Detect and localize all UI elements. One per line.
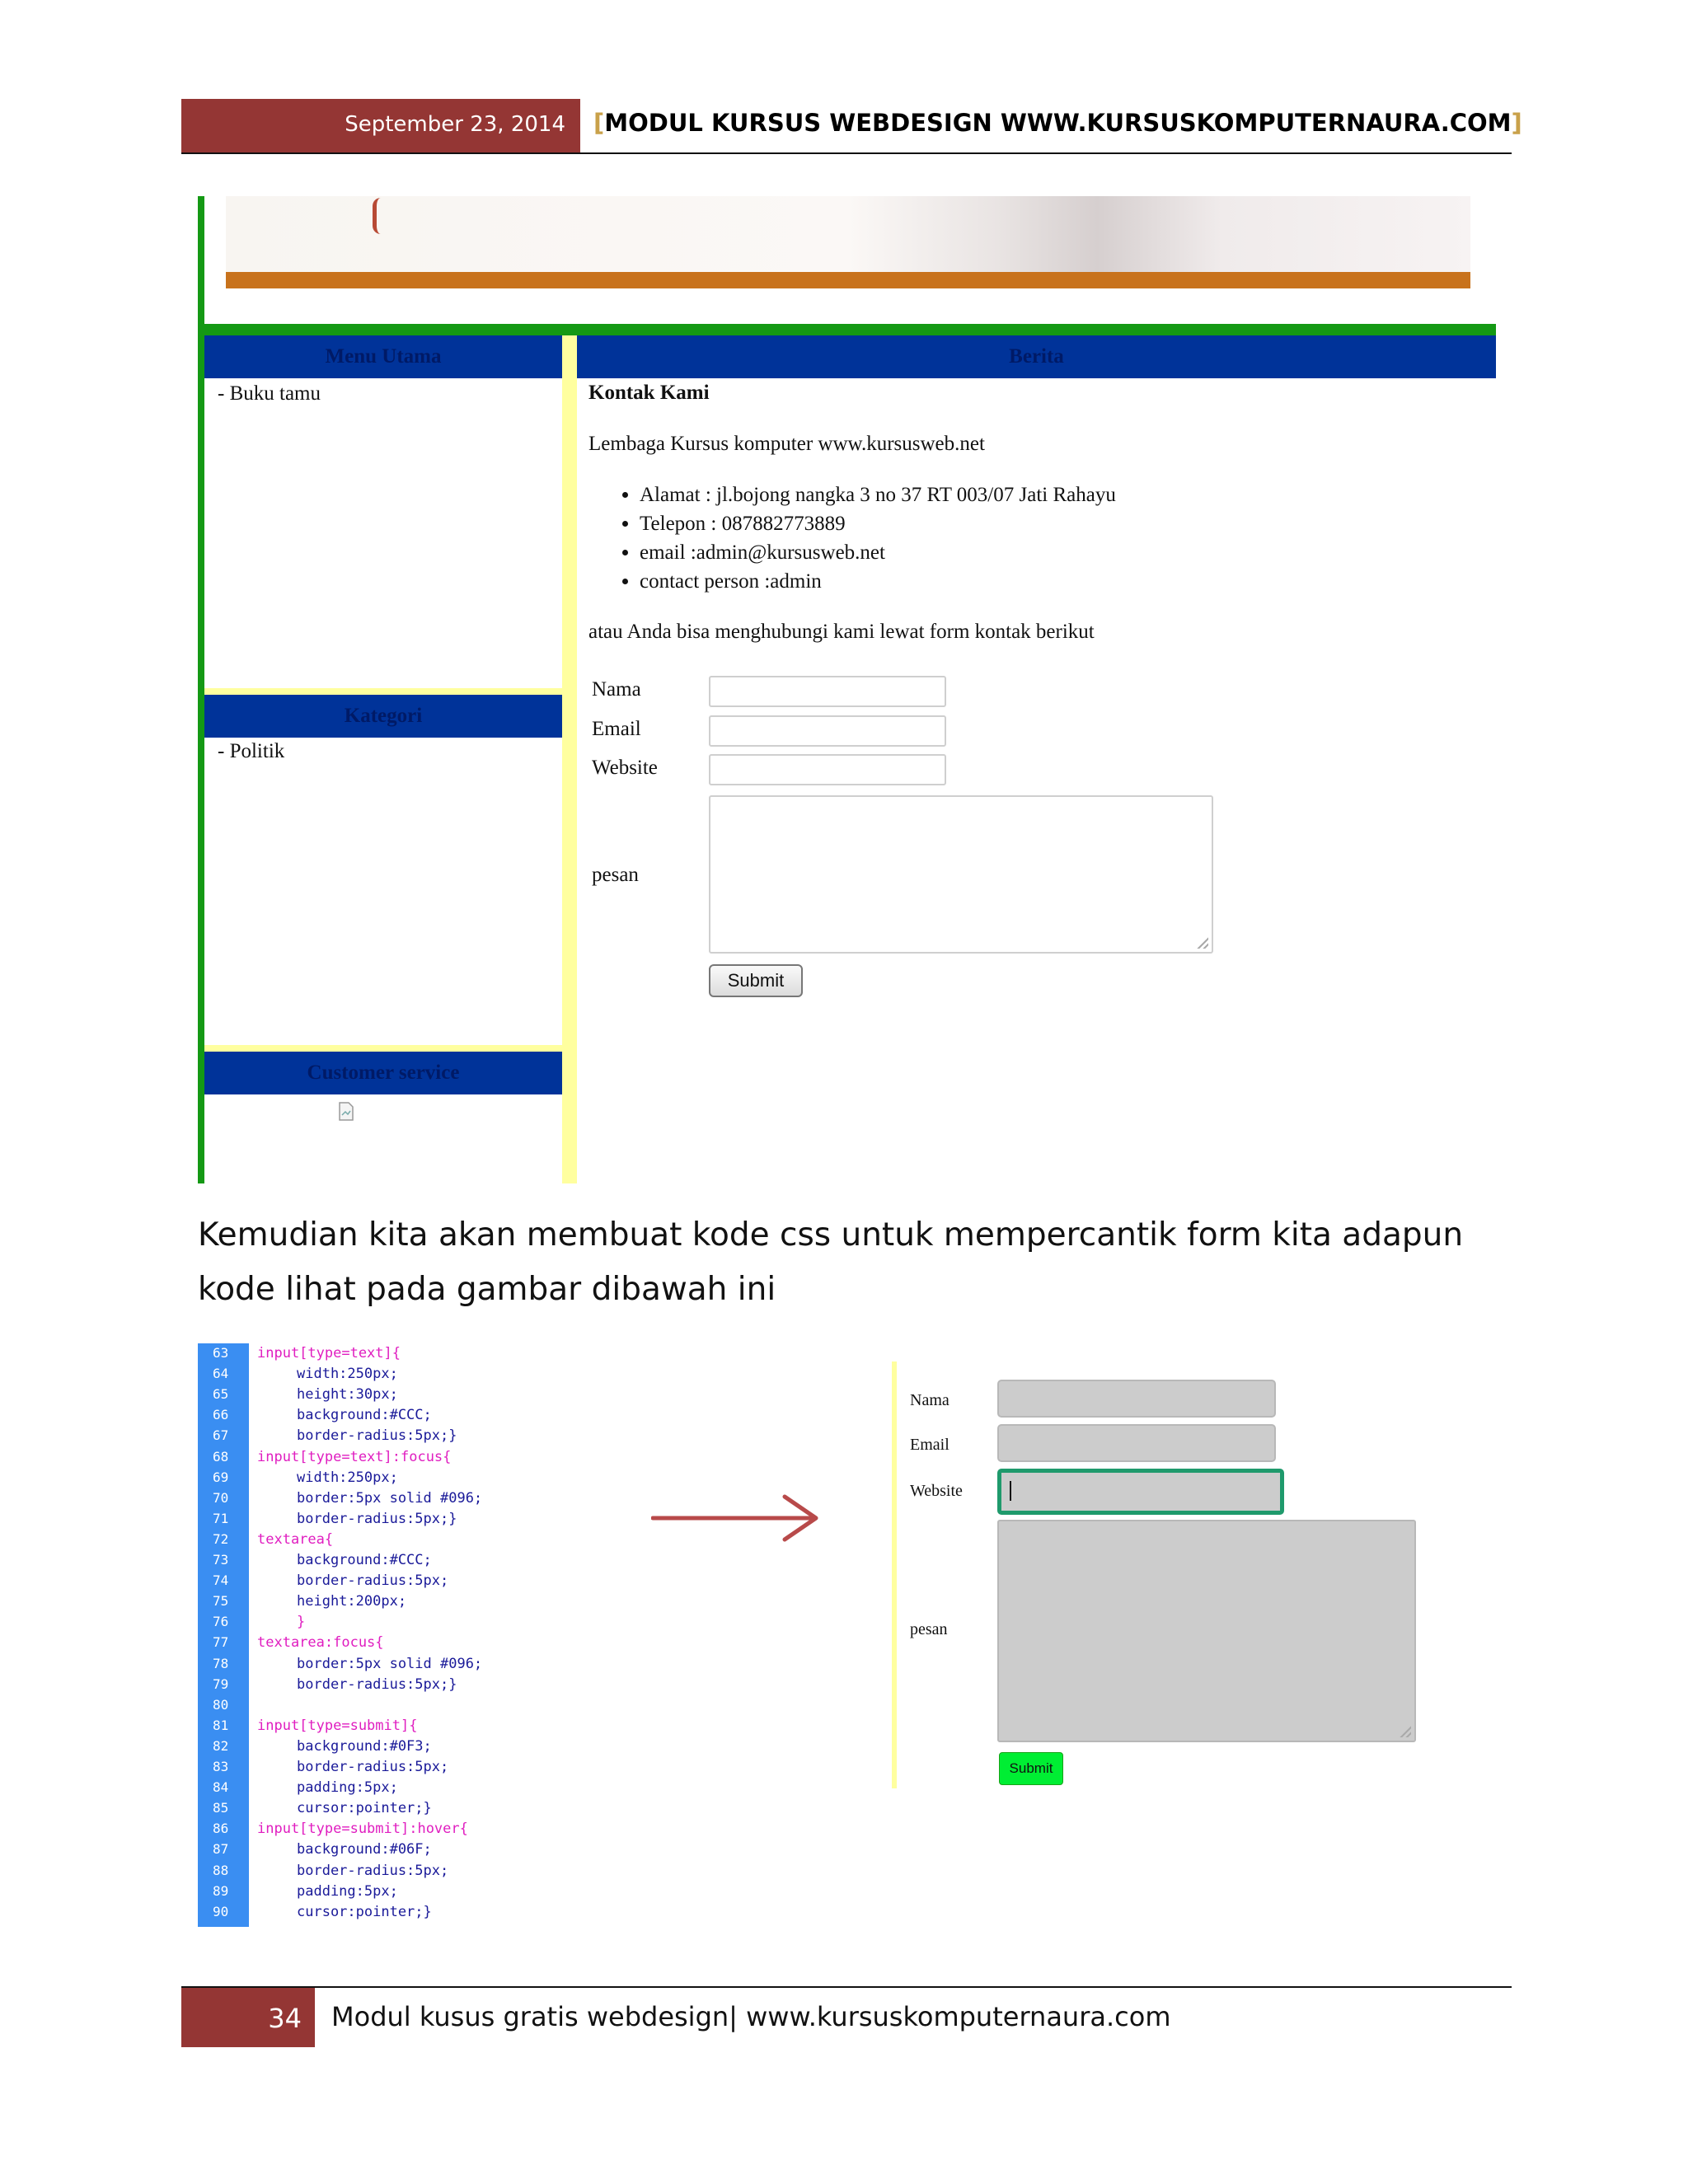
line-number: 81 <box>213 1717 229 1733</box>
banner-orange-bar <box>226 272 1470 288</box>
line-number: 71 <box>213 1510 229 1526</box>
line-number: 83 <box>213 1759 229 1774</box>
line-number: 80 <box>213 1696 229 1713</box>
line-number: 87 <box>213 1841 229 1858</box>
body-paragraph: Kemudian kita akan membuat kode css untuk mempercantik form kita adapun kode lihat pada gambar dibawah ini <box>198 1216 1464 1308</box>
sidebar-separator <box>562 335 577 1183</box>
submit-button[interactable]: Submit <box>709 964 803 997</box>
code-line: border-radius:5px; <box>297 1759 449 1775</box>
line-number: 85 <box>213 1800 229 1816</box>
sidebar-separator <box>892 1361 897 1788</box>
code-line: textarea:focus{ <box>257 1634 384 1652</box>
form-intro-text: atau Anda bisa menghubungi kami lewat form kontak berikut <box>588 621 1095 643</box>
email-input[interactable] <box>709 715 946 747</box>
code-line: border:5px solid #096; <box>297 1655 483 1672</box>
code-line: cursor:pointer;} <box>297 1800 432 1817</box>
line-number: 72 <box>213 1530 229 1547</box>
pesan-textarea[interactable] <box>997 1520 1416 1742</box>
pesan-textarea[interactable] <box>709 795 1213 954</box>
sidebar-divider <box>204 688 562 695</box>
line-number: 67 <box>213 1427 229 1444</box>
code-line: input[type=text]:focus{ <box>257 1448 452 1465</box>
email-label: Email <box>592 718 641 740</box>
list-item: • Telepon : 087882773889 <box>640 509 1116 538</box>
pesan-label: pesan <box>592 864 639 886</box>
line-number: 82 <box>213 1737 229 1754</box>
site-banner <box>226 196 1470 272</box>
line-number: 74 <box>213 1572 229 1589</box>
footer-page-box <box>181 1988 315 2047</box>
header-bracket-open: [ <box>593 109 605 137</box>
website-input[interactable] <box>709 754 946 785</box>
website-screenshot <box>198 196 1496 1185</box>
list-item: • Alamat : jl.bojong nangka 3 no 37 RT 003/07 Jati Rahayu <box>640 480 1116 509</box>
line-number: 66 <box>213 1407 229 1423</box>
code-line: border-radius:5px; <box>297 1572 449 1590</box>
code-line: input[type=submit]{ <box>257 1717 418 1734</box>
nama-input[interactable] <box>709 676 946 707</box>
code-line: padding:5px; <box>297 1779 398 1797</box>
header-rule <box>181 152 1512 154</box>
line-number: 76 <box>213 1614 229 1630</box>
contact-info-list <box>610 480 1116 596</box>
nama-input[interactable] <box>997 1380 1276 1418</box>
line-number: 75 <box>213 1593 229 1610</box>
nama-label: Nama <box>592 678 641 701</box>
code-line: border-radius:5px; <box>297 1862 449 1879</box>
code-line: width:250px; <box>297 1469 398 1486</box>
kontak-kami-title: Kontak Kami <box>588 382 710 404</box>
code-line: background:#CCC; <box>297 1552 432 1568</box>
resize-grip-icon[interactable] <box>1195 935 1208 949</box>
website-input-focused[interactable] <box>997 1469 1284 1515</box>
header-title <box>593 109 1522 137</box>
header-title-text: MODUL KURSUS WEBDESIGN WWW.KURSUSKOMPUTERNAURA.COM <box>604 109 1512 137</box>
sidebar-item-buku-tamu[interactable]: - Buku tamu <box>218 382 321 405</box>
code-line: cursor:pointer;} <box>297 1903 432 1920</box>
page-number: 34 <box>268 2003 302 2034</box>
text-caret <box>1010 1481 1011 1501</box>
line-number: 63 <box>213 1345 229 1361</box>
list-item: • contact person :admin <box>640 567 1116 596</box>
line-number: 65 <box>213 1386 229 1403</box>
website-label: Website <box>592 757 658 779</box>
submit-button[interactable]: Submit <box>999 1752 1063 1785</box>
line-number: 68 <box>213 1448 229 1465</box>
website-label: Website <box>910 1482 963 1500</box>
line-number: 78 <box>213 1655 229 1671</box>
sidebar-item-politik[interactable]: - Politik <box>218 740 285 762</box>
code-line: background:#CCC; <box>297 1407 432 1424</box>
menu-utama-heading: Menu Utama <box>204 335 562 378</box>
line-number: 73 <box>213 1552 229 1568</box>
right-arrow-icon <box>651 1493 824 1543</box>
line-number: 70 <box>213 1489 229 1506</box>
email-input[interactable] <box>997 1424 1276 1462</box>
code-line: input[type=submit]:hover{ <box>257 1821 468 1838</box>
pesan-label: pesan <box>910 1620 948 1638</box>
code-line: background:#0F3; <box>297 1737 432 1755</box>
code-line: textarea{ <box>257 1530 334 1548</box>
code-line: padding:5px; <box>297 1882 398 1900</box>
footer-text: Modul kusus gratis webdesign| www.kursuskomputernaura.com <box>331 2001 1171 2032</box>
code-line: border-radius:5px;} <box>297 1427 457 1445</box>
banner-logo-fragment <box>373 198 385 234</box>
header-date: September 23, 2014 <box>345 112 565 137</box>
code-line: input[type=text]{ <box>257 1345 401 1361</box>
code-line: height:200px; <box>297 1593 407 1610</box>
line-number: 88 <box>213 1862 229 1878</box>
email-label: Email <box>910 1436 950 1454</box>
styled-form-screenshot <box>892 1361 1428 1790</box>
kategori-heading: Kategori <box>204 695 562 738</box>
line-number: 64 <box>213 1366 229 1382</box>
css-code-listing <box>198 1343 544 1927</box>
code-line: } <box>297 1614 306 1631</box>
header-bracket-close: ] <box>1511 109 1522 137</box>
customer-service-heading: Customer service <box>204 1052 562 1094</box>
frame-green-left <box>198 196 204 1183</box>
broken-image-icon <box>338 1102 354 1122</box>
line-number: 89 <box>213 1882 229 1899</box>
line-number: 77 <box>213 1634 229 1651</box>
code-line: width:250px; <box>297 1366 398 1383</box>
list-item: • email :admin@kursusweb.net <box>640 538 1116 567</box>
line-number: 86 <box>213 1821 229 1837</box>
code-line: border-radius:5px;} <box>297 1510 457 1527</box>
lembaga-text: Lembaga Kursus komputer www.kursusweb.net <box>588 433 985 455</box>
code-line: border:5px solid #096; <box>297 1489 483 1507</box>
nama-label: Nama <box>910 1391 950 1409</box>
code-line: background:#06F; <box>297 1841 432 1858</box>
footer-rule <box>181 1986 1512 1988</box>
sidebar-divider <box>204 1045 562 1052</box>
code-line: height:30px; <box>297 1386 398 1404</box>
berita-heading: Berita <box>577 335 1496 378</box>
line-number: 69 <box>213 1469 229 1485</box>
line-number: 84 <box>213 1779 229 1796</box>
resize-grip-icon[interactable] <box>1398 1724 1411 1737</box>
frame-green-top <box>198 324 1496 335</box>
line-number: 90 <box>213 1903 229 1919</box>
header-date-box <box>181 99 580 153</box>
code-line: border-radius:5px;} <box>297 1675 457 1693</box>
line-number: 79 <box>213 1675 229 1692</box>
